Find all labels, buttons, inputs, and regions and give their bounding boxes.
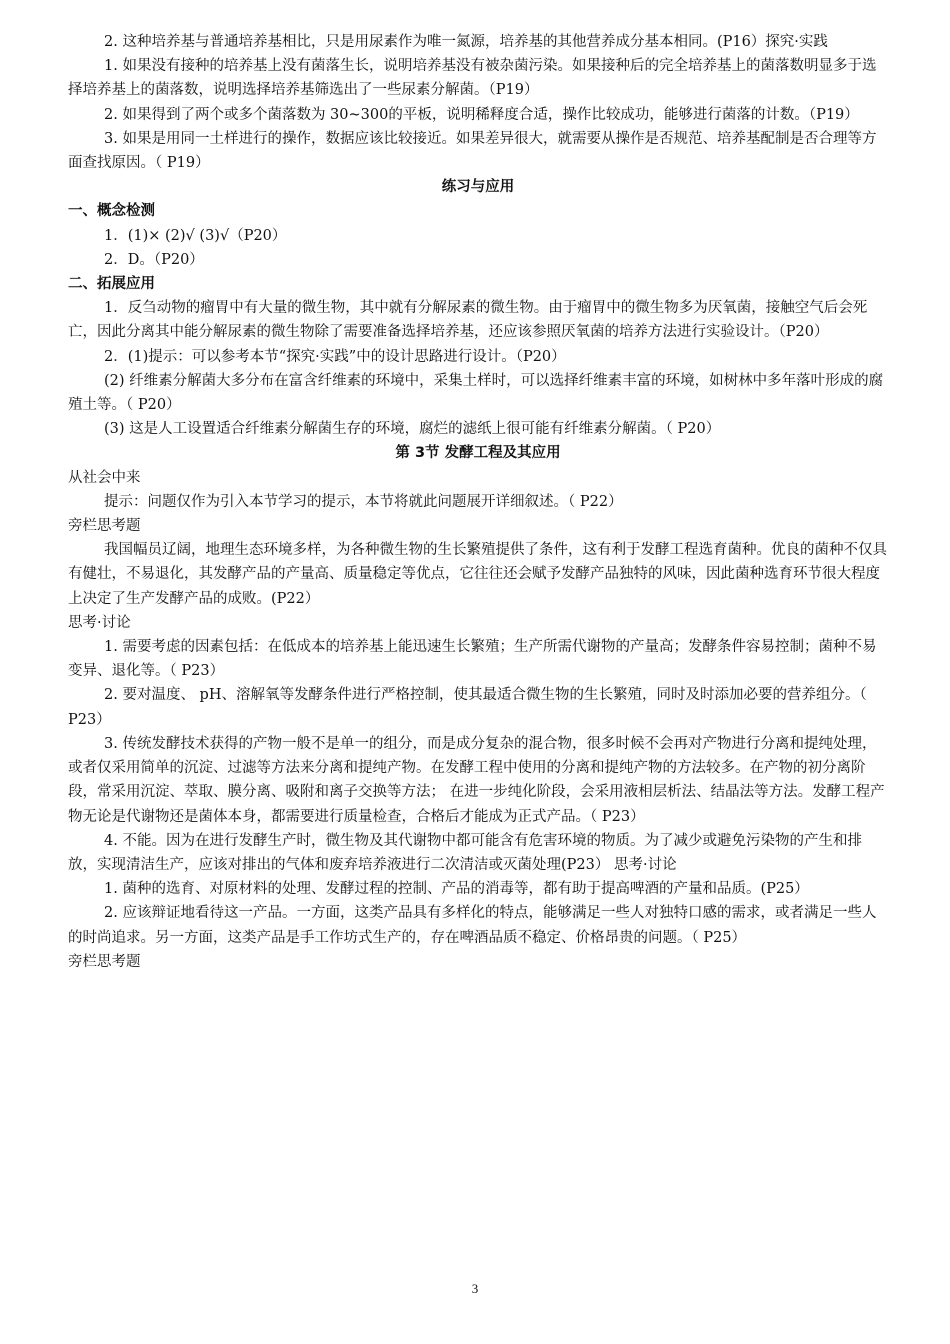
paragraph: 旁栏思考题 xyxy=(68,953,141,970)
paragraph: 4. 不能。因为在进行发酵生产时，微生物及其代谢物中都可能含有危害环境的物质。为了减少或避免污染物的产生和排放，实现清洁生产，应该对排出的气体和废弃培养液进行二次清洁或灭菌处理(P23） 思考·讨论 xyxy=(68,832,862,873)
paragraph: 1. 菌种的选育、对原材料的处理、发酵过程的控制、产品的消毒等，都有助于提高啤酒的产量和品质。(P25） xyxy=(104,881,809,898)
paragraph: 1. 如果没有接种的培养基上没有菌落生长，说明培养基没有被杂菌污染。如果接种后的完全培养基上的菌落数明显多于选择培养基上的菌落数，说明选择培养基筛选出了一些尿素分解菌。（P19） xyxy=(68,58,877,99)
paragraph: 2．D。（P20） xyxy=(104,251,204,268)
paragraph: 1. 需要考虑的因素包括：在低成本的培养基上能迅速生长繁殖；生产所需代谢物的产量高；发酵条件容易控制；菌种不易变异、退化等。（ P23） xyxy=(68,639,877,680)
paragraph: 思考·讨论 xyxy=(68,614,131,631)
paragraph: 旁栏思考题 xyxy=(68,518,141,535)
paragraph: 2. 这种培养基与普通培养基相比，只是用尿素作为唯一氮源，培养基的其他营养成分基本相同。(P16）探究·实践 xyxy=(104,34,828,50)
paragraph: 2. 如果得到了两个或多个菌落数为 30~300的平板，说明稀释度合适，操作比较成功，能够进行菌落的计数。（P19） xyxy=(104,106,859,123)
document-page xyxy=(68,30,888,974)
paragraph: 1．(1)× (2)√ (3)√（P20） xyxy=(104,227,287,244)
section-heading: 第 3节 发酵工程及其应用 xyxy=(395,445,561,462)
paragraph: 从社会中来 xyxy=(68,469,141,486)
page-number: 3 xyxy=(471,1281,479,1296)
paragraph: 提示：问题仅作为引入本节学习的提示，本节将就此问题展开详细叙述。（ P22） xyxy=(104,493,623,510)
paragraph: 3. 如果是用同一土样进行的操作，数据应该比较接近。如果差异很大，就需要从操作是否规范、培养基配制是否合理等方面查找原因。（ P19） xyxy=(68,130,877,172)
paragraph: 2. 应该辩证地看待这一产品。一方面，这类产品具有多样化的特点，能够满足一些人对独特口感的需求，或者满足一些人的时尚追求。另一方面，这类产品是手工作坊式生产的，存在啤酒品质不稳定、价格昂贵的问题。（ P25） xyxy=(68,905,877,946)
section-heading: 练习与应用 xyxy=(441,179,515,196)
subsection-heading: 二、拓展应用 xyxy=(68,276,155,293)
subsection-heading: 一、概念检测 xyxy=(68,203,155,220)
paragraph: 2. 要对温度、 pH、溶解氧等发酵条件进行严格控制，使其最适合微生物的生长繁殖，同时及时添加必要的营养组分。（ P23） xyxy=(68,687,867,728)
paragraph: (2) 纤维素分解菌大多分布在富含纤维素的环境中，采集土样时，可以选择纤维素丰富的环境，如树林中多年落叶形成的腐殖土等。（ P20） xyxy=(68,372,884,414)
paragraph: 我国幅员辽阔，地理生态环境多样，为各种微生物的生长繁殖提供了条件，这有利于发酵工程选育菌种。优良的菌种不仅具有健壮，不易退化，其发酵产品的产量高、质量稳定等优点，它往往还会赋予发酵产品独特的风味，因此菌种选育环节很大程度上决定了生产发酵产品的成败。(P22） xyxy=(68,542,887,607)
paragraph: 1．反刍动物的瘤胃中有大量的微生物，其中就有分解尿素的微生物。由于瘤胃中的微生物多为厌氧菌，接触空气后会死亡，因此分离其中能分解尿素的微生物除了需要准备选择培养基，还应该参照厌氧菌的培养方法进行实验设计。（P20） xyxy=(68,300,868,341)
paragraph: 3. 传统发酵技术获得的产物一般不是单一的组分，而是成分复杂的混合物，很多时候不会再对产物进行分离和提纯处理，或者仅采用简单的沉淀、过滤等方法来分离和提纯产物。在发酵工程中使用的分离和提纯产物的方法较多。在产物的初分离阶段，常采用沉淀、萃取、膜分离、吸附和离子交换等方法； 在进一步纯化阶段，会采用液相层析法、结晶法等方法。发酵工程产物无论是代谢物还是菌体本身，都需要进行质量检查，合格后才能成为正式产品。（ P23） xyxy=(68,735,885,825)
paragraph: 2．(1)提示：可以参考本节“探究·实践”中的设计思路进行设计。（P20） xyxy=(104,348,566,365)
paragraph: (3) 这是人工设置适合纤维素分解菌生存的环境，腐烂的滤纸上很可能有纤维素分解菌。（ P20） xyxy=(104,421,721,438)
